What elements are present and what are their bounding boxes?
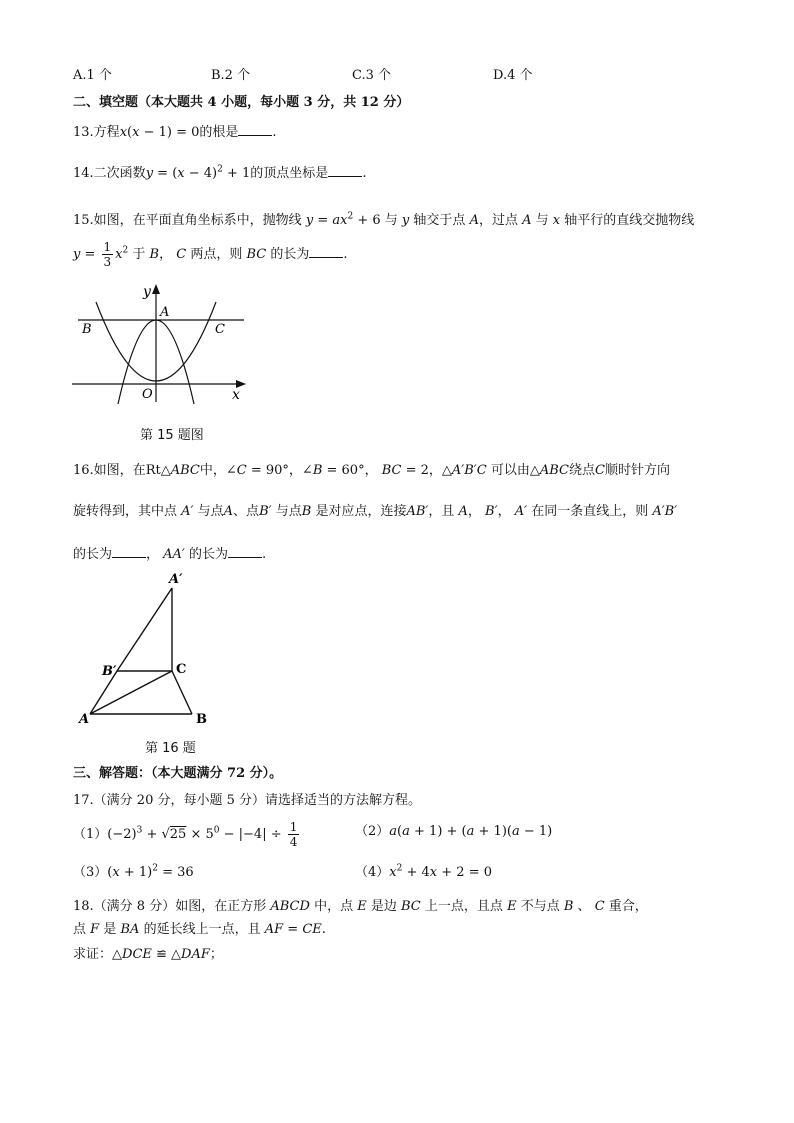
label-a: A bbox=[79, 712, 90, 727]
question-17-part2: （2）a(a + 1) + (a + 1)(a − 1) bbox=[355, 824, 553, 839]
label-a: A bbox=[160, 305, 170, 320]
question-16-line1: 16.如图，在Rt△ABC中，∠C = 90°，∠B = 60°， BC = 2，△A′B′C 可以由△ABC绕点C顺时针方向 bbox=[73, 463, 670, 478]
question-14: 14.二次函数$y = (x - 4)^2 + 1$的顶点坐标是 . bbox=[73, 164, 367, 181]
question-16-line2: 旋转得到，其中点 A′ 与点A、点B′ 与点B 是对应点，连接AB′，且 A， B′， A′ 在同一条直线上，则 A′B′ bbox=[73, 504, 678, 519]
option-b: B.2 个 bbox=[211, 68, 251, 83]
question-16-line3: 的长为 ， AA′ 的长为 . bbox=[73, 547, 267, 562]
label-x: x bbox=[232, 387, 240, 403]
label-o: O bbox=[142, 387, 153, 402]
option-d: D.4 个 bbox=[493, 68, 533, 83]
q13-prefix: 13.方程 bbox=[73, 125, 120, 140]
question-18-line1: 18.（满分 8 分）如图，在正方形 ABCD 中，点 E 是边 BC 上一点，且点 E 不与点 B 、 C 重合， bbox=[73, 899, 648, 914]
figure-16 bbox=[75, 568, 225, 733]
q14-suffix: 的顶点坐标是 bbox=[250, 166, 329, 181]
label-b: B bbox=[196, 712, 207, 727]
label-b: B bbox=[82, 322, 92, 337]
label-a1: A′ bbox=[169, 572, 183, 587]
question-17-stem: 17.（满分 20 分，每小题 5 分）请选择适当的方法解方程。 bbox=[73, 793, 422, 808]
q14-prefix: 14.二次函数 bbox=[73, 166, 146, 181]
question-15-line2: y = $\frac{1}{3}$ $x^2$ 于 B， C 两点，则 BC 的长为 . bbox=[73, 240, 348, 269]
answer-blank bbox=[228, 545, 262, 558]
answer-blank bbox=[238, 123, 272, 136]
figure-15 bbox=[70, 280, 255, 405]
figure-16-caption: 第 16 题 bbox=[145, 741, 196, 756]
figure-15-caption: 第 15 题图 bbox=[140, 428, 204, 443]
question-17-part4: $(4)x^2 + 4x + 2 = 0$ bbox=[355, 863, 492, 880]
segment-c-b bbox=[172, 671, 192, 714]
question-18-line3: 求证：△DCE ≌ △DAF； bbox=[73, 947, 223, 962]
section3-heading: 三、解答题：（本大题满分 72 分）。 bbox=[73, 766, 283, 781]
question-17-part1: $(1)(-2)^3 + √25 \times 5^0 - |-4|$ ÷ $\frac{1}{4}$ bbox=[73, 820, 298, 849]
answer-blank bbox=[309, 245, 343, 258]
y-axis-arrow bbox=[152, 284, 160, 294]
label-y: y bbox=[143, 284, 151, 300]
answer-blank bbox=[328, 164, 362, 177]
answer-blank bbox=[112, 545, 146, 558]
label-c: C bbox=[215, 322, 225, 337]
option-c: C.3 个 bbox=[352, 68, 392, 83]
question-15-line1: 15.如图，在平面直角坐标系中，抛物线 $y = ax^2 + 6$ 与 y 轴交于点 A，过点 A 与 x 轴平行的直线交抛物线 bbox=[73, 211, 695, 228]
label-c: C bbox=[176, 662, 187, 677]
question-13: 13.方程x(x − 1) = 0的根是 . bbox=[73, 125, 277, 140]
segment-a1-b1 bbox=[117, 588, 172, 671]
option-a: A.1 个 bbox=[73, 68, 112, 83]
question-18-line2: 点 F 是 BA 的延长线上一点，且 AF = CE. bbox=[73, 922, 326, 937]
section2-heading: 二、填空题（本大题共 4 小题，每小题 3 分，共 12 分） bbox=[73, 95, 410, 110]
q13-suffix: 的根是 bbox=[199, 125, 239, 140]
label-b1: B′ bbox=[102, 664, 117, 679]
question-17-part3: $(3)(x + 1)^2 = 36$ bbox=[73, 863, 194, 880]
